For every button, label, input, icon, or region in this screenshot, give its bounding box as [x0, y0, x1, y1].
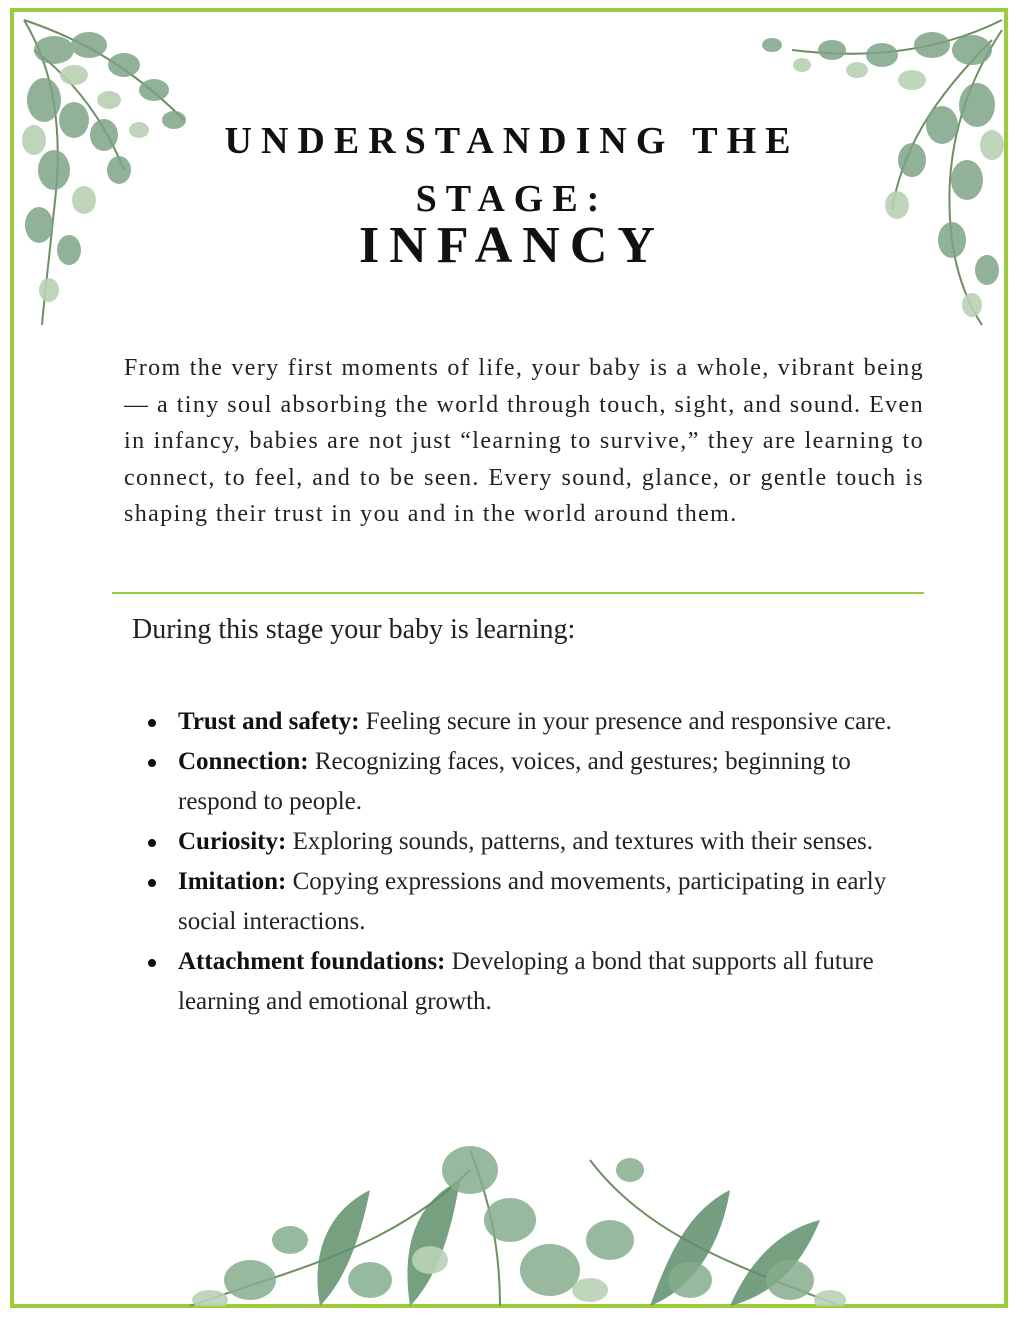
list-item-term: Connection:: [178, 748, 309, 775]
list-item: [148, 702, 908, 742]
list-item-text: Copying expressions and movements, participating in early social interactions.: [178, 868, 887, 935]
list-item-text: Exploring sounds, patterns, and textures with their senses.: [286, 828, 874, 855]
title-line-1: UNDERSTANDING THE: [224, 120, 800, 162]
bullet-icon: [148, 959, 156, 967]
list-item-text: Recognizing faces, voices, and gestures; beginning to respond to people.: [178, 748, 851, 815]
list-item-term: Trust and safety:: [178, 708, 360, 735]
list-item: [148, 862, 908, 942]
list-item-term: Attachment foundations:: [178, 948, 446, 975]
page-title: [0, 112, 1024, 228]
list-item-term: Imitation:: [178, 868, 287, 895]
learning-lead-in: During this stage your baby is learning:: [132, 614, 576, 645]
learning-list: [148, 702, 908, 1022]
list-item: [148, 742, 908, 822]
section-divider: [112, 592, 924, 594]
stage-name-heading: INFANCY: [359, 217, 665, 274]
list-item-text: Developing a bond that supports all future learning and emotional growth.: [178, 948, 874, 1015]
bullet-icon: [148, 719, 156, 727]
bullet-icon: [148, 759, 156, 767]
intro-paragraph: From the very first moments of life, your baby is a whole, vibrant being — a tiny soul absorbing the world through touch, sight, and sound. Even in infancy, babies are not just “learning to survive,” they are learning to connect, to feel, and to be seen. Every sound, glance, or gentle touch is shaping their trust in you and in the world around them.: [124, 355, 924, 527]
list-item-term: Curiosity:: [178, 828, 287, 855]
bullet-icon: [148, 879, 156, 887]
eucalyptus-bottom-illustration: [170, 1130, 860, 1306]
list-item: [148, 942, 908, 1022]
list-item: [148, 822, 908, 862]
bullet-icon: [148, 839, 156, 847]
title-line-2: STAGE:: [415, 178, 609, 220]
list-item-text: Feeling secure in your presence and responsive care.: [359, 708, 892, 735]
